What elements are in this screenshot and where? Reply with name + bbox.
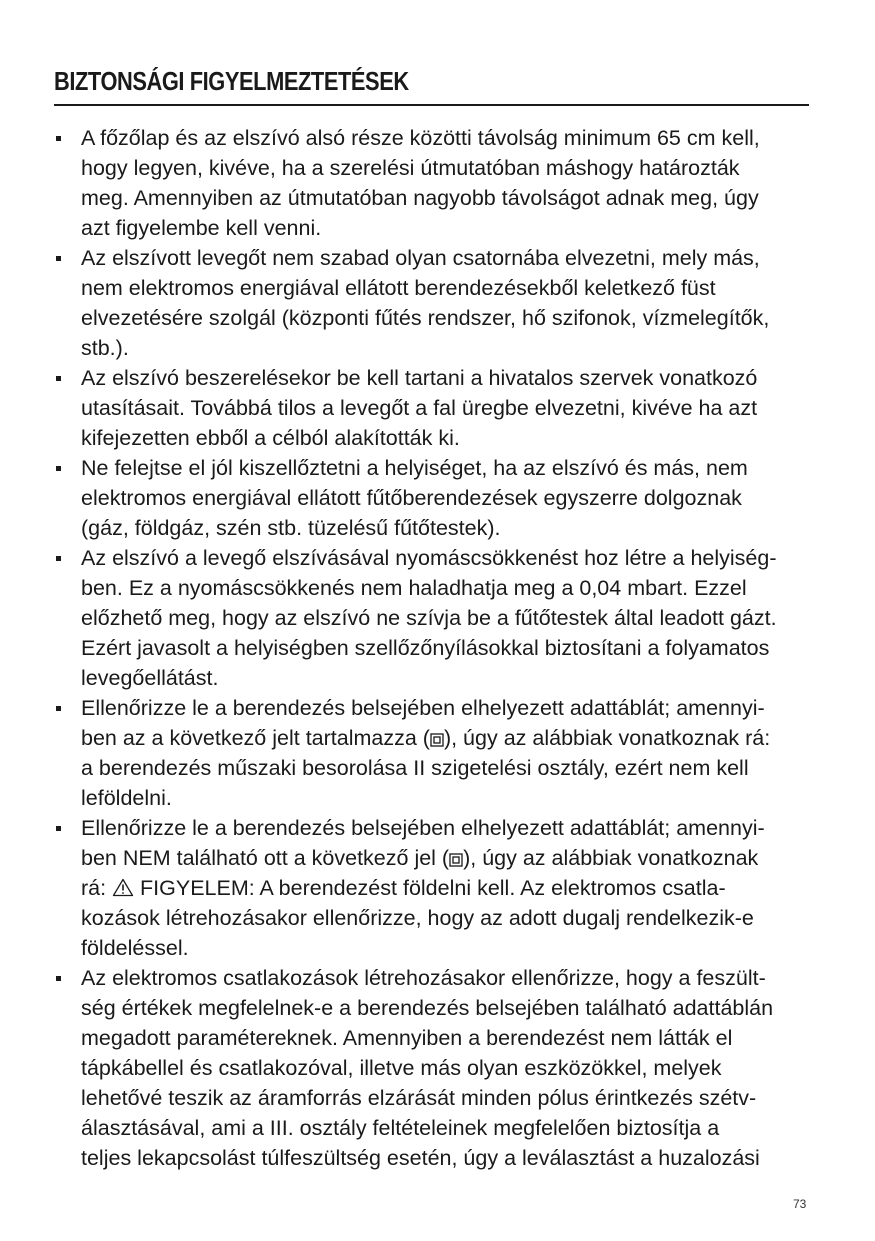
text-line bbox=[81, 873, 814, 903]
text-segment: rá: bbox=[81, 876, 113, 900]
text-line: megadott paramétereknek. Amennyiben a berendezést nem látták el bbox=[81, 1026, 733, 1050]
text-line: hogy legyen, kivéve, ha a szerelési útmutatóban máshogy határozták bbox=[81, 156, 740, 180]
bullet-marker bbox=[56, 556, 61, 561]
list-item bbox=[54, 963, 814, 1173]
text-line: a berendezés műszaki besorolása II szigetelési osztály, ezért nem kell bbox=[81, 756, 749, 780]
text-segment: ), úgy az alábbiak vonatkoznak bbox=[463, 846, 759, 870]
bullet-marker bbox=[56, 976, 61, 981]
text-line bbox=[81, 843, 814, 873]
list-item bbox=[54, 813, 814, 963]
text-line: tápkábellel és csatlakozóval, illetve más olyan eszközökkel, melyek bbox=[81, 1056, 722, 1080]
text-line bbox=[81, 723, 814, 753]
text-line: azt figyelembe kell venni. bbox=[81, 216, 322, 240]
text-line: lehetővé teszik az áramforrás elzárását minden pólus érintkezés szétv- bbox=[81, 1086, 757, 1110]
bullet-marker bbox=[56, 706, 61, 711]
warning-triangle-icon bbox=[112, 875, 134, 905]
double-insulation-icon bbox=[430, 725, 444, 755]
text-line: előzhető meg, hogy az elszívó ne szívja be a fűtőtestek által leadott gázt. bbox=[81, 606, 777, 630]
list-item bbox=[54, 543, 814, 693]
bullet-marker bbox=[56, 376, 61, 381]
text-line: Az elszívó beszerelésekor be kell tartani a hivatalos szervek vonatkozó bbox=[81, 366, 758, 390]
text-line: nem elektromos energiával ellátott berendezésekből keletkező füst bbox=[81, 276, 716, 300]
text-line: A főzőlap és az elszívó alsó része közötti távolság minimum 65 cm kell, bbox=[81, 126, 760, 150]
text-line: kozások létrehozásakor ellenőrizze, hogy az adott dugalj rendelkezik-e bbox=[81, 906, 754, 930]
text-line: álasztásával, ami a III. osztály feltételeinek megfelelően biztosítja a bbox=[81, 1116, 720, 1140]
text-line: (gáz, földgáz, szén stb. tüzelésű fűtőtestek). bbox=[81, 516, 501, 540]
list-item bbox=[54, 123, 814, 243]
double-insulation-icon bbox=[449, 845, 463, 875]
text-line: Ezért javasolt a helyiségben szellőzőnyílásokkal biztosítani a folyamatos bbox=[81, 636, 770, 660]
text-line: Az elektromos csatlakozások létrehozásakor ellenőrizze, hogy a feszült- bbox=[81, 966, 766, 990]
bullet-marker bbox=[56, 136, 61, 141]
text-line: földeléssel. bbox=[81, 936, 189, 960]
text-line: ben. Ez a nyomáscsökkenés nem haladhatja meg a 0,04 mbart. Ezzel bbox=[81, 576, 747, 600]
list-item bbox=[54, 453, 814, 543]
text-line: Az elszívó a levegő elszívásával nyomáscsökkenést hoz létre a helyiség- bbox=[81, 546, 777, 570]
text-line: ség értékek megfelelnek-e a berendezés belsejében található adattáblán bbox=[81, 996, 774, 1020]
text-line: meg. Amennyiben az útmutatóban nagyobb távolságot adnak meg, úgy bbox=[81, 186, 759, 210]
list-item bbox=[54, 693, 814, 813]
list-item bbox=[54, 363, 814, 453]
text-line: levegőellátást. bbox=[81, 666, 219, 690]
text-segment: ), úgy az alábbiak vonatkoznak rá: bbox=[443, 726, 771, 750]
page-number: 73 bbox=[793, 1197, 807, 1211]
text-line: Az elszívott levegőt nem szabad olyan csatornába elvezetni, mely más, bbox=[81, 246, 760, 270]
text-line: elektromos energiával ellátott fűtőberendezések egyszerre dolgoznak bbox=[81, 486, 742, 510]
text-line: elvezetésére szolgál (központi fűtés rendszer, hő szifonok, vízmelegítők, bbox=[81, 306, 770, 330]
text-segment: FIGYELEM: A berendezést földelni kell. Az elektromos csatla- bbox=[134, 876, 726, 900]
text-line: stb.). bbox=[81, 336, 129, 360]
text-line: kifejezetten ebből a célból alakították ki. bbox=[81, 426, 460, 450]
text-segment: ben NEM található ott a következő jel ( bbox=[81, 846, 450, 870]
bullet-marker bbox=[56, 466, 61, 471]
text-line: leföldelni. bbox=[81, 786, 172, 810]
text-line: utasításait. Továbbá tilos a levegőt a fal üregbe elvezetni, kivéve ha azt bbox=[81, 396, 758, 420]
title-divider bbox=[54, 104, 809, 106]
text-segment: ben az a következő jelt tartalmazza ( bbox=[81, 726, 430, 750]
page-title: BIZTONSÁGI FIGYELMEZTETÉSEK bbox=[54, 66, 409, 96]
bullet-marker bbox=[56, 256, 61, 261]
list-item bbox=[54, 243, 814, 363]
text-line: teljes lekapcsolást túlfeszültség esetén, úgy a leválasztást a huzalozási bbox=[81, 1146, 760, 1170]
text-line: Ellenőrizze le a berendezés belsejében elhelyezett adattáblát; amennyi- bbox=[81, 816, 765, 840]
text-line: Ellenőrizze le a berendezés belsejében elhelyezett adattáblát; amennyi- bbox=[81, 696, 765, 720]
text-line: Ne felejtse el jól kiszellőztetni a helyiséget, ha az elszívó és más, nem bbox=[81, 456, 748, 480]
bullet-marker bbox=[56, 826, 61, 831]
safety-warnings-list bbox=[54, 123, 814, 1173]
